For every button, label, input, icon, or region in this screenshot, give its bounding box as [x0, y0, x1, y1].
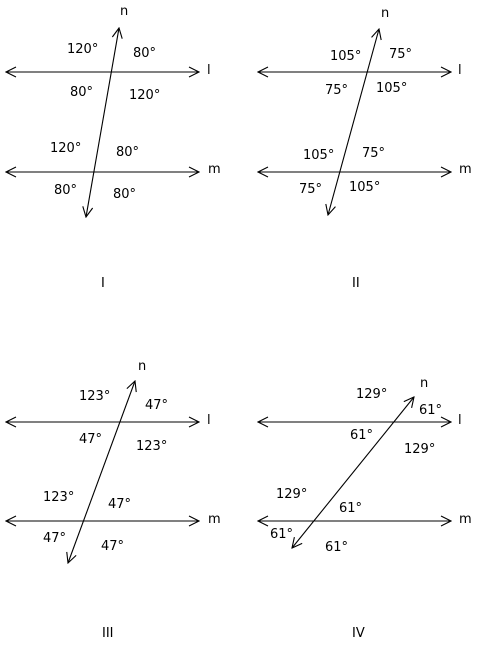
angle-top-upper-right: 47°: [145, 398, 169, 413]
angle-top-lower-right: 120°: [129, 88, 161, 103]
angle-top-upper-left: 120°: [67, 42, 99, 57]
angle-bottom-lower-right: 105°: [349, 180, 381, 195]
angle-top-lower-right: 129°: [404, 442, 436, 457]
angle-bottom-upper-left: 120°: [50, 141, 82, 156]
angle-bottom-upper-right: 80°: [116, 145, 140, 160]
angle-top-upper-right: 75°: [389, 47, 413, 62]
label-n: n: [381, 6, 390, 21]
figure-caption: IV: [352, 626, 365, 641]
angle-top-upper-right: 80°: [133, 46, 157, 61]
angle-bottom-upper-left: 105°: [303, 148, 335, 163]
label-m: m: [459, 162, 472, 177]
angle-bottom-upper-right: 75°: [362, 146, 386, 161]
angle-bottom-upper-right: 47°: [108, 497, 132, 512]
angle-bottom-lower-left: 75°: [299, 182, 323, 197]
angle-bottom-upper-left: 123°: [43, 490, 75, 505]
label-l: l: [458, 63, 462, 78]
angle-top-upper-right: 61°: [419, 403, 443, 418]
angle-top-lower-right: 123°: [136, 439, 168, 454]
angle-bottom-upper-right: 61°: [339, 501, 363, 516]
label-n: n: [420, 376, 429, 391]
angle-bottom-lower-left: 47°: [43, 531, 67, 546]
angle-top-lower-left: 80°: [70, 85, 94, 100]
label-m: m: [459, 512, 472, 527]
angle-top-upper-left: 123°: [79, 389, 111, 404]
label-m: m: [208, 512, 221, 527]
figure-3: [6, 359, 221, 641]
angle-bottom-lower-right: 47°: [101, 539, 125, 554]
figure-4: [258, 376, 472, 641]
figure-caption: I: [101, 276, 105, 291]
label-l: l: [458, 413, 462, 428]
figure-caption: II: [352, 276, 360, 291]
label-n: n: [138, 359, 147, 374]
angle-bottom-lower-right: 61°: [325, 540, 349, 555]
transversal-n: [292, 397, 414, 548]
label-m: m: [208, 162, 221, 177]
figure-caption: III: [102, 626, 114, 641]
angle-top-upper-left: 129°: [356, 387, 388, 402]
angle-top-lower-right: 105°: [376, 81, 408, 96]
angle-top-lower-left: 47°: [79, 432, 103, 447]
label-l: l: [207, 413, 211, 428]
angle-bottom-lower-right: 80°: [113, 187, 137, 202]
figure-2: [258, 6, 472, 291]
angle-bottom-lower-left: 61°: [270, 527, 294, 542]
label-l: l: [207, 63, 211, 78]
angle-top-lower-left: 75°: [325, 83, 349, 98]
label-n: n: [120, 4, 129, 19]
figure-1: [6, 4, 221, 291]
angle-top-upper-left: 105°: [330, 49, 362, 64]
angle-bottom-upper-left: 129°: [276, 487, 308, 502]
angle-top-lower-left: 61°: [350, 428, 374, 443]
transversal-n: [68, 381, 135, 563]
angle-bottom-lower-left: 80°: [54, 183, 78, 198]
